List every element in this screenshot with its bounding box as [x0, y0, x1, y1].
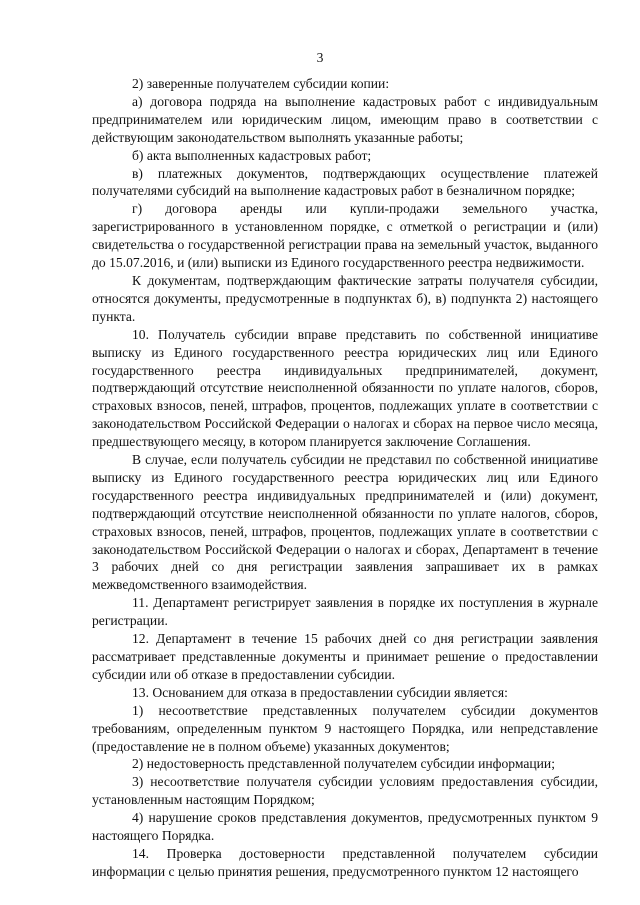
paragraph-10-case: В случае, если получатель субсидии не представил по собственной инициативе выписку из Единого государственного реестра юридических лиц или Единого государственного реестра индивидуальных предпринимателей и (или) документ, подтверждающий отсутствие неисполненной обязанности по уплате налогов, сборов, страховых взносов, пеней, штрафов, процентов, подлежащих уплате в соответствии с законодательством Российской Федерации о налогах и сборах, Департамент в течение 3 рабочих дней со дня регистрации заявления запрашивает их в рамках межведомственного взаимодействия. — [92, 452, 598, 593]
page-number: 3 — [316, 50, 324, 65]
paragraph-13-item-1: 1) несоответствие представленных получателем субсидии документов требованиям, определенным пунктом 9 настоящего Порядка, или непредставление (предоставление не в полном объеме) указанных документов; — [92, 702, 598, 754]
paragraph-subitem-a: а) договора подряда на выполнение кадастровых работ с индивидуальным предпринимателем или юридическим лицом, имеющим право в соответствии с действующим законодательством выполнять указанные работы; — [92, 93, 598, 145]
paragraph-subitem-g: г) договора аренды или купли-продажи земельного участка, зарегистрированного в установленном порядке, с отметкой о регистрации и (или) свидетельства о государственной регистрации права на земельный участок, выданного до 15.07.2016, и (или) выписки из Единого государственного реестра недвижимости. — [92, 201, 598, 271]
paragraph-14: 14. Проверка достоверности представленной получателем субсидии информации с целью принятия решения, предусмотренного пунктом 12 настоящего — [92, 845, 598, 879]
paragraph-12: 12. Департамент в течение 15 рабочих дней со дня регистрации заявления рассматривает представленные документы и принимает решение о предоставлении субсидии или об отказе в предоставлении субсидии. — [92, 631, 598, 682]
paragraph-10: 10. Получатель субсидии вправе представить по собственной инициативе выписку из Единого государственного реестра юридических лиц или Единого государственного реестра индивидуальных предпринимателей, документ, подтверждающий отсутствие неисполненной обязанности по уплате налогов, сборов, страховых взносов, пеней, штрафов, процентов, подлежащих уплате в соответствии с законодательством Российской Федерации о налогах и сборах на первое число месяца, предшествующего месяцу, в котором планируется заключение Соглашения. — [92, 326, 598, 450]
paragraph-actual-costs: К документам, подтверждающим фактические затраты получателя субсидии, относятся документы, предусмотренные в подпунктах б), в) подпункта 2) настоящего пункта. — [92, 272, 598, 324]
document-body — [92, 75, 598, 881]
paragraph-13-item-4: 4) нарушение сроков представления документов, предусмотренных пунктом 9 настоящего Порядка. — [92, 810, 598, 844]
paragraph-item-2-copies: 2) заверенные получателем субсидии копии: — [132, 76, 390, 91]
paragraph-subitem-v: в) платежных документов, подтверждающих осуществление платежей получателями субсидий на выполнение кадастровых работ в безналичном порядке; — [92, 165, 598, 199]
paragraph-13-item-3: 3) несоответствие получателя субсидии условиям предоставления субсидии, установленным настоящим Порядком; — [92, 774, 598, 808]
paragraph-13-item-2: 2) недостоверность представленной получателем субсидии информации; — [132, 756, 555, 772]
paragraph-subitem-b: б) акта выполненных кадастровых работ; — [132, 147, 372, 163]
paragraph-13: 13. Основанием для отказа в предоставлении субсидии является: — [132, 684, 508, 700]
paragraph-11: 11. Департамент регистрирует заявления в порядке их поступления в журнале регистрации. — [92, 595, 598, 629]
